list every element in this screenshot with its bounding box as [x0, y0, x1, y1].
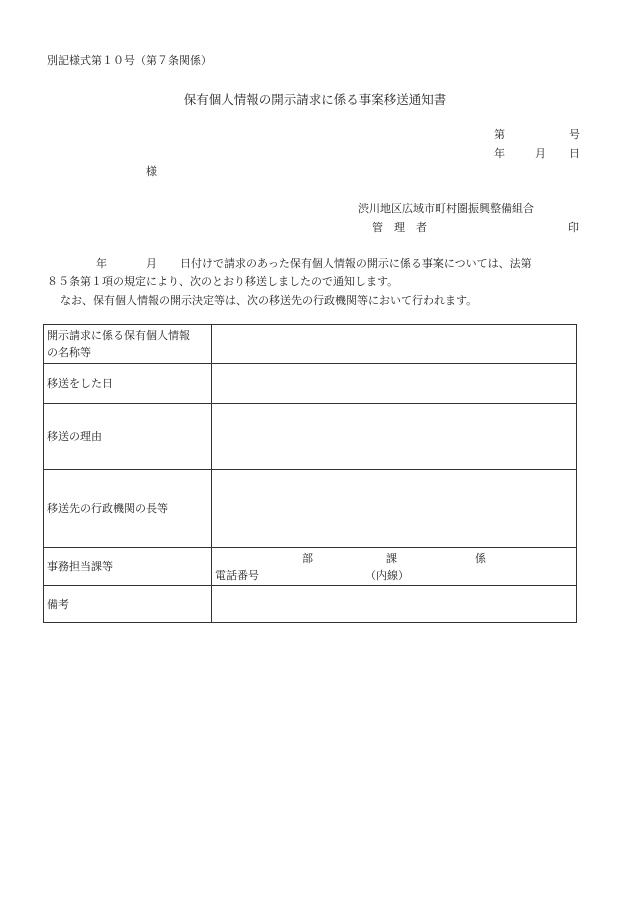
section-label: 課: [386, 551, 397, 565]
label-cell: [44, 325, 212, 364]
row-label: 移送先の行政機関の長等: [44, 470, 212, 548]
value-cell[interactable]: [212, 364, 577, 404]
department-label: 部: [302, 551, 313, 565]
sender-organization: 渋川地区広域市町村圏振興整備組合: [358, 202, 534, 215]
date-day: 日: [569, 147, 580, 160]
value-cell[interactable]: [212, 470, 577, 548]
transfer-info-table: [43, 324, 577, 623]
number-prefix: 第: [494, 128, 505, 141]
contact-cell[interactable]: [212, 548, 577, 586]
row-label: 事務担当課等: [44, 548, 212, 586]
value-cell[interactable]: [212, 404, 577, 470]
row-label: 移送をした日: [44, 364, 212, 404]
table-row: [44, 548, 577, 586]
sender-manager: 管理者: [372, 221, 438, 234]
table-row: [44, 364, 577, 404]
date-year: 年: [494, 147, 505, 160]
subsection-label: 係: [475, 551, 486, 565]
body-year: 年: [96, 257, 107, 270]
row-label-line: の名称等: [47, 346, 91, 359]
body-line-3: なお、保有個人情報の開示決定等は、次の移送先の行政機関等において行われます。: [60, 294, 478, 307]
row-label: 移送の理由: [44, 404, 212, 470]
extension-label: （内線）: [365, 568, 409, 582]
form-number: 別記様式第１０号（第７条関係）: [47, 54, 212, 67]
table-row: [44, 586, 577, 623]
recipient-honorific: 様: [146, 165, 157, 178]
value-cell[interactable]: [212, 586, 577, 623]
table-row: [44, 325, 577, 364]
number-suffix: 号: [569, 128, 580, 141]
row-label-line: 開示請求に係る保有個人情報: [47, 329, 190, 342]
body-line-2: ８５条第１項の規定により、次のとおり移送しましたので通知します。: [47, 275, 399, 288]
value-cell[interactable]: [212, 325, 577, 364]
contact-fields: [215, 549, 573, 585]
phone-label: 電話番号: [215, 568, 259, 582]
date-month: 月: [535, 147, 546, 160]
seal-mark: 印: [568, 221, 579, 234]
table-row: [44, 470, 577, 548]
table-row: [44, 404, 577, 470]
row-label: 備考: [44, 586, 212, 623]
body-line-1: 日付けで請求のあった保有個人情報の開示に係る事案については、法第: [180, 257, 532, 270]
document-title: 保有個人情報の開示請求に係る事案移送通知書: [183, 92, 447, 107]
body-month: 月: [146, 257, 157, 270]
